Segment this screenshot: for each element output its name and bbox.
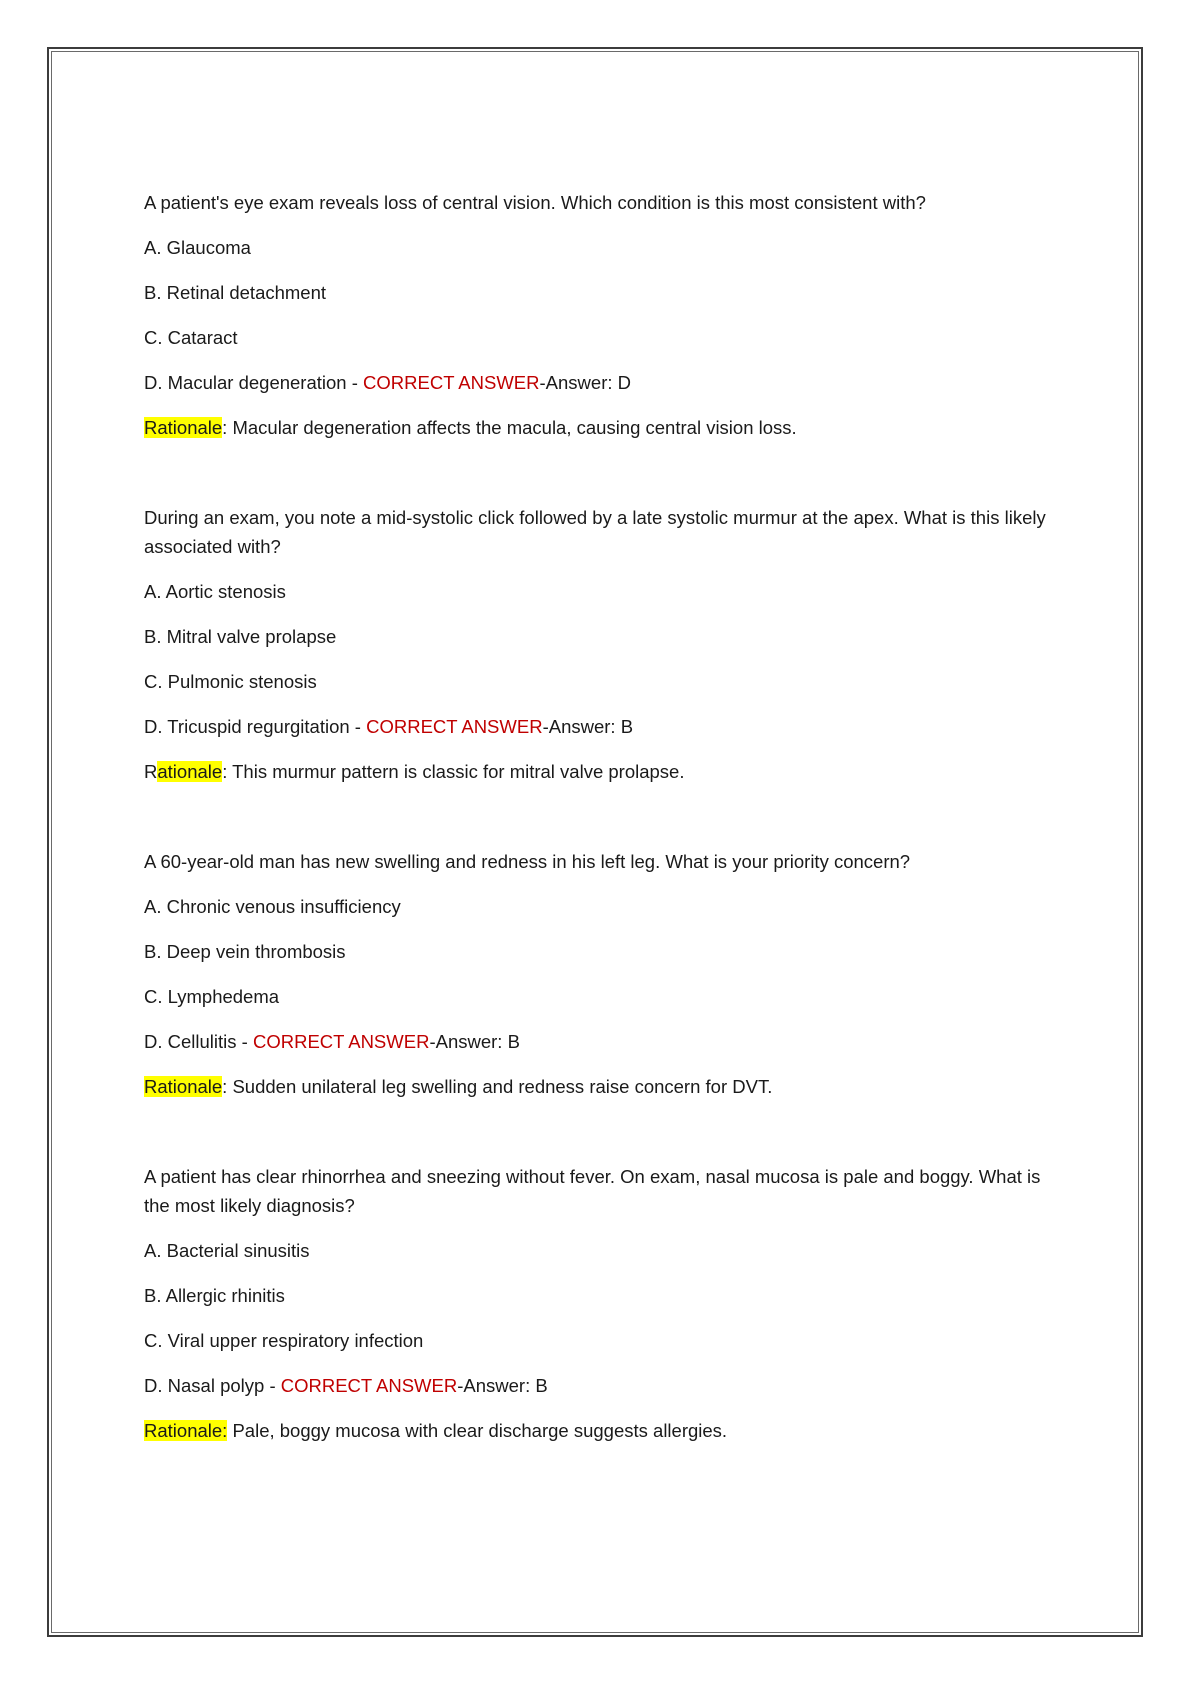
- correct-answer-label: CORRECT ANSWER: [366, 716, 543, 737]
- option-b: B. Allergic rhinitis: [144, 1285, 285, 1306]
- option-d-with-answer: [144, 1027, 1064, 1056]
- correct-answer-label: CORRECT ANSWER: [252, 1031, 430, 1052]
- option-d: D. Cellulitis -: [144, 1031, 253, 1052]
- option-d: D. Tricuspid regurgitation -: [144, 716, 367, 737]
- option-a: A. Glaucoma: [144, 237, 251, 258]
- rationale: [144, 757, 1064, 786]
- question-list: [144, 188, 1064, 1445]
- answer-key: -Answer: B: [429, 1031, 520, 1052]
- question-1: [144, 188, 1064, 442]
- rationale-text: : Macular degeneration affects the macula, causing central vision loss.: [222, 417, 797, 438]
- rationale-text: : Sudden unilateral leg swelling and redness raise concern for DVT.: [222, 1076, 773, 1097]
- correct-answer-label: CORRECT ANSWER: [363, 372, 540, 393]
- option-a: A. Bacterial sinusitis: [144, 1240, 310, 1261]
- option-a: A. Aortic stenosis: [144, 581, 286, 602]
- rationale-label: Rationale: [144, 1076, 223, 1097]
- rationale-text: Pale, boggy mucosa with clear discharge suggests allergies.: [227, 1420, 728, 1441]
- option-c: C. Viral upper respiratory infection: [144, 1330, 424, 1351]
- question-text: A patient has clear rhinorrhea and sneezing without fever. On exam, nasal mucosa is pale and boggy. What is the most likely diagnosis?: [144, 1166, 1041, 1216]
- rationale-text: : This murmur pattern is classic for mitral valve prolapse.: [222, 761, 685, 782]
- option-b: B. Deep vein thrombosis: [144, 941, 346, 962]
- rationale-label: ationale: [157, 761, 223, 782]
- question-text: During an exam, you note a mid-systolic click followed by a late systolic murmur at the apex. What is this likely associated with?: [144, 507, 1046, 557]
- answer-key: -Answer: B: [542, 716, 634, 737]
- option-c: C. Lymphedema: [144, 986, 280, 1007]
- rationale: [144, 413, 1064, 442]
- option-b: B. Retinal detachment: [144, 282, 327, 303]
- option-b: B. Mitral valve prolapse: [144, 626, 337, 647]
- question-4: [144, 1162, 1064, 1445]
- option-d-with-answer: [144, 712, 1064, 741]
- rationale: [144, 1072, 1064, 1101]
- option-c: C. Pulmonic stenosis: [144, 671, 317, 692]
- answer-key: -Answer: B: [457, 1375, 548, 1396]
- question-2: [144, 503, 1064, 786]
- correct-answer-label: CORRECT ANSWER: [280, 1375, 458, 1396]
- option-d: D. Macular degeneration -: [144, 372, 364, 393]
- question-text: A patient's eye exam reveals loss of central vision. Which condition is this most consistent with?: [144, 192, 926, 213]
- rationale-lead: R: [144, 761, 158, 782]
- question-3: [144, 847, 1064, 1101]
- option-d-with-answer: [144, 368, 1064, 397]
- option-a: A. Chronic venous insufficiency: [144, 896, 401, 917]
- rationale-label: Rationale: [144, 417, 223, 438]
- rationale: [144, 1416, 1064, 1445]
- rationale-label: Rationale:: [144, 1420, 228, 1441]
- option-d-with-answer: [144, 1371, 1064, 1400]
- question-text: A 60-year-old man has new swelling and redness in his left leg. What is your priority concern?: [144, 851, 911, 872]
- answer-key: -Answer: D: [539, 372, 631, 393]
- option-c: C. Cataract: [144, 327, 238, 348]
- option-d: D. Nasal polyp -: [144, 1375, 281, 1396]
